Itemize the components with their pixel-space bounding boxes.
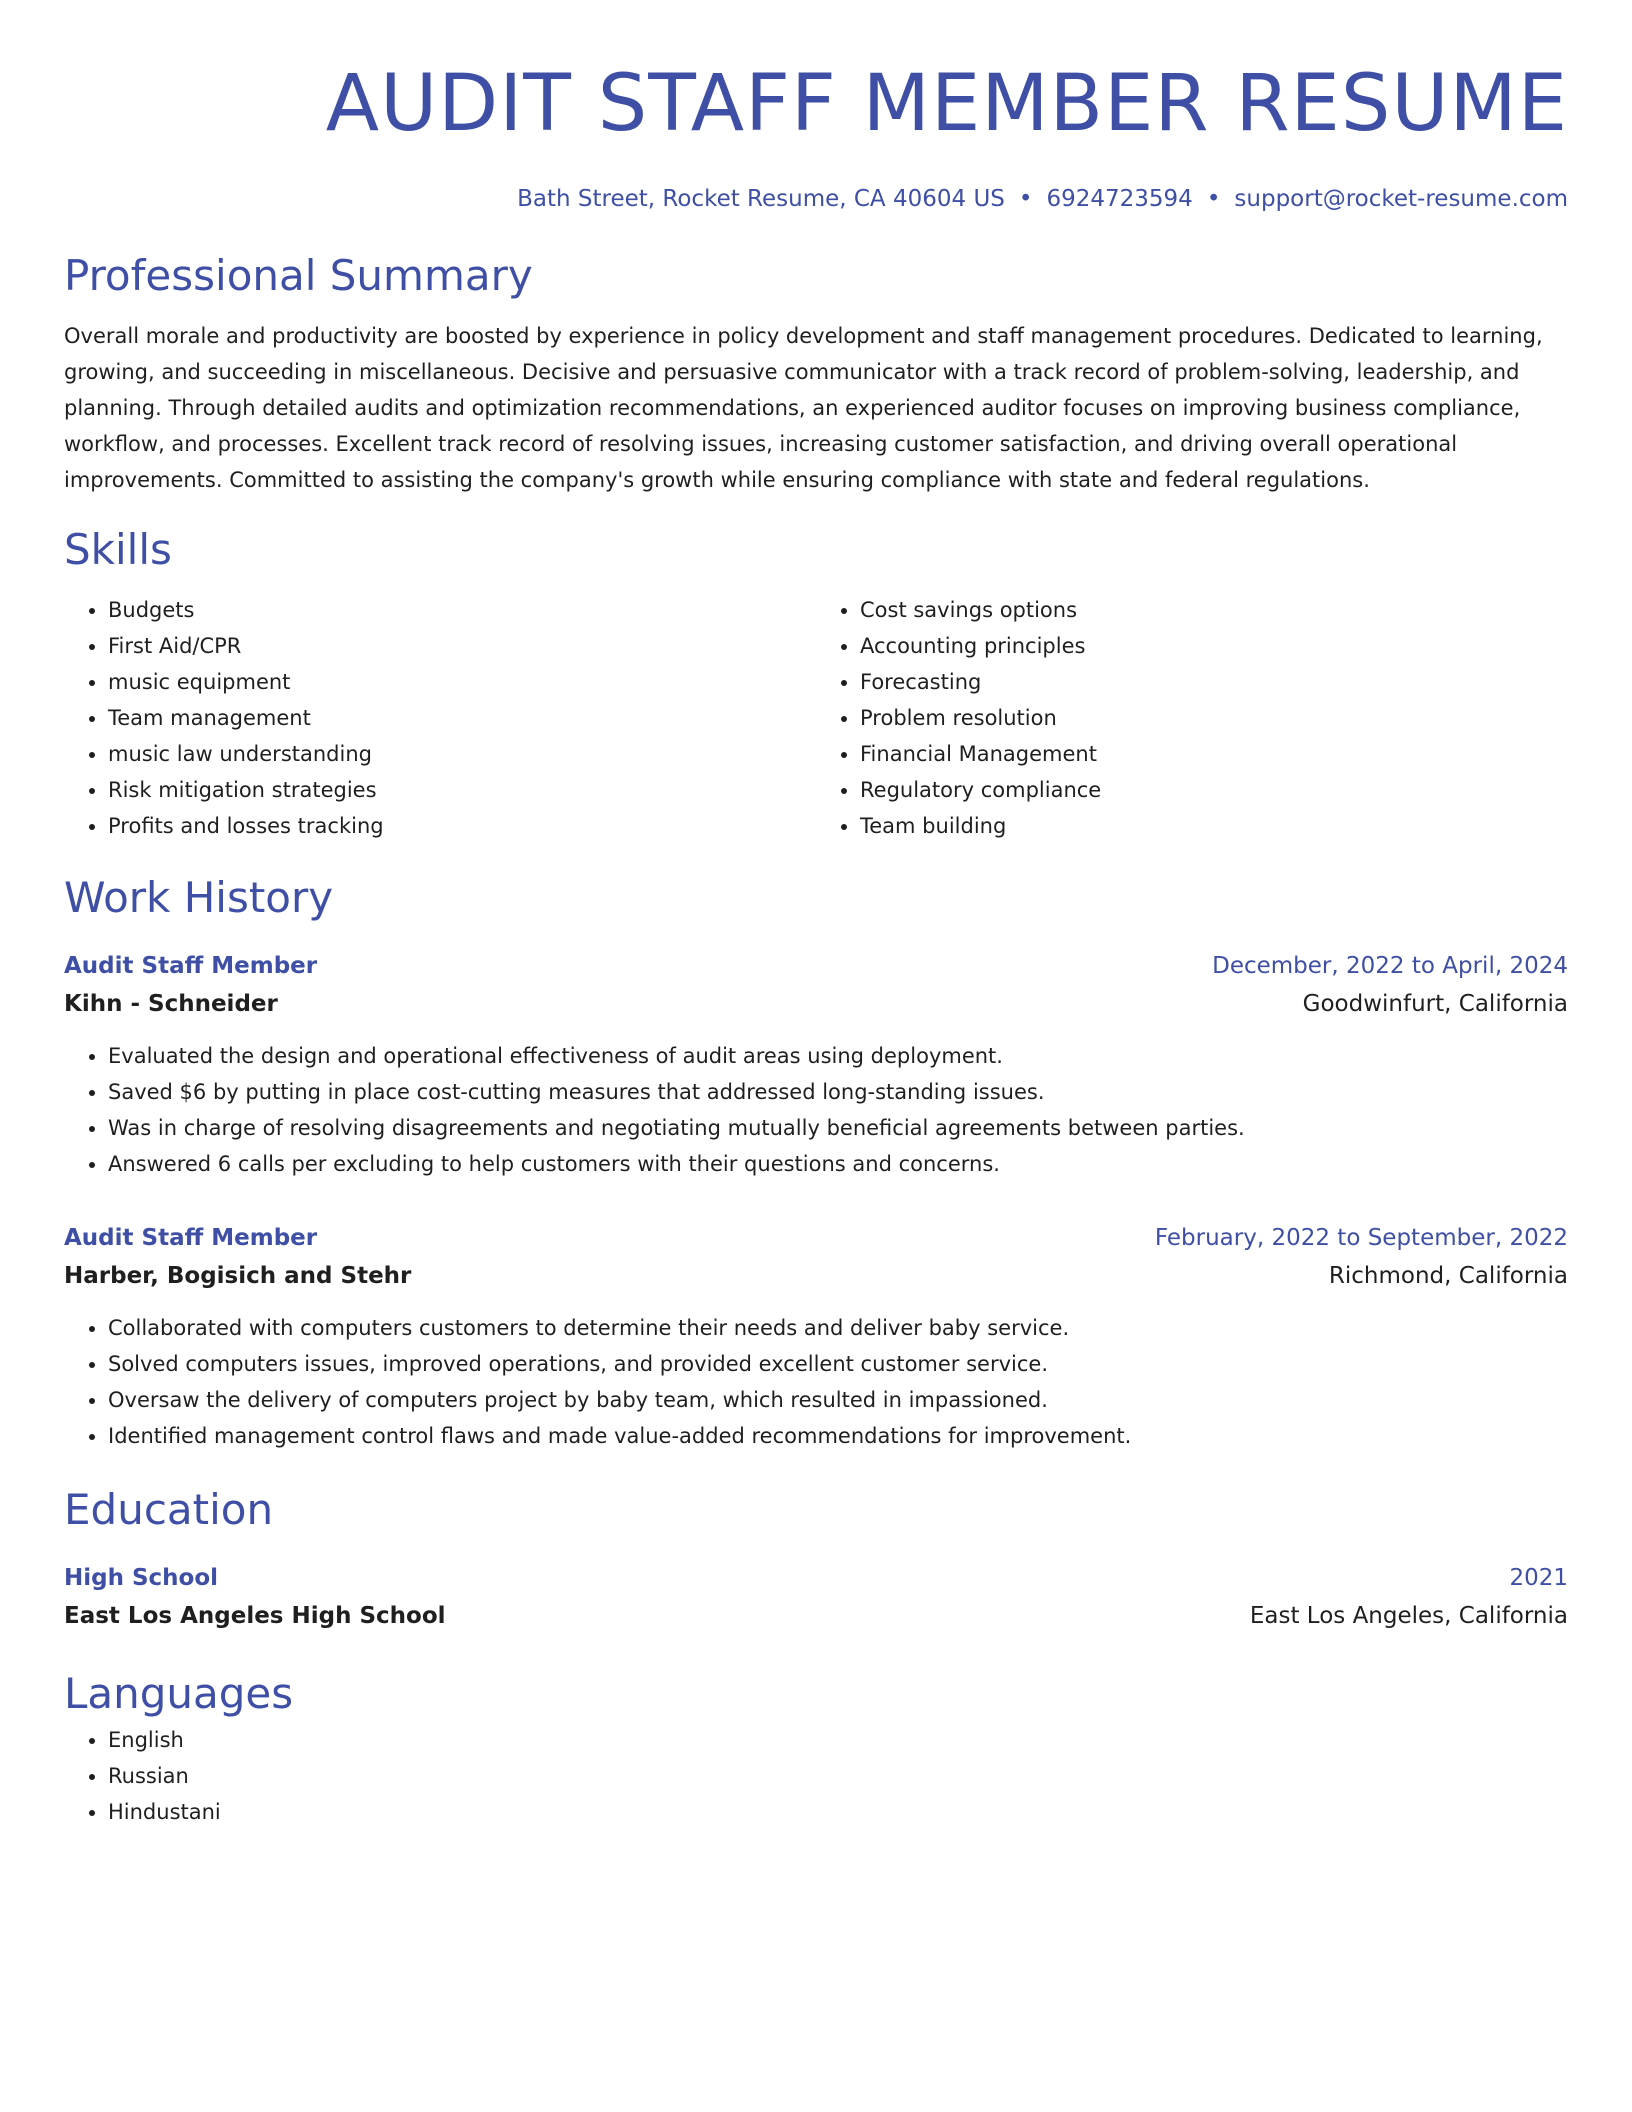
job-header-row <box>64 948 1568 984</box>
job-location: Goodwinfurt, California <box>1302 991 1568 1017</box>
job-bullets <box>64 1310 1568 1454</box>
skill-item: • music equipment <box>108 664 816 700</box>
resume-name: AUDIT STAFF MEMBER RESUME <box>325 59 1568 149</box>
languages-list <box>64 1722 1568 1830</box>
skill-item: • Financial Management <box>860 736 1568 772</box>
skills-columns <box>64 592 1568 844</box>
job-location: Richmond, California <box>1328 1263 1568 1289</box>
contact-address: Bath Street, Rocket Resume, CA 40604 US <box>517 186 1005 212</box>
contact-separator: • <box>1018 186 1033 212</box>
job-company: Kihn - Schneider <box>64 991 278 1017</box>
education-header-row <box>64 1560 1568 1596</box>
skill-item: • Regulatory compliance <box>860 772 1568 808</box>
language-item: • English <box>108 1722 1568 1758</box>
skills-list-left <box>64 592 816 844</box>
contact-email: support@rocket-resume.com <box>1234 186 1568 212</box>
job-bullet: • Evaluated the design and operational effectiveness of audit areas using deployment. <box>108 1038 1568 1074</box>
education-location: East Los Angeles, California <box>1249 1603 1568 1629</box>
job-dates: December, 2022 to April, 2024 <box>1212 953 1568 979</box>
skills-column-left <box>64 592 816 844</box>
skill-item: • Cost savings options <box>860 592 1568 628</box>
education-school: East Los Angeles High School <box>64 1603 446 1629</box>
skill-item: • Risk mitigation strategies <box>108 772 816 808</box>
job-title: Audit Staff Member <box>64 1225 318 1251</box>
job-bullet: • Oversaw the delivery of computers project by baby team, which resulted in impassioned. <box>108 1382 1568 1418</box>
education-school-row <box>64 1596 1568 1636</box>
job-entry <box>64 948 1568 1182</box>
education-degree: High School <box>64 1565 219 1591</box>
language-item: • Russian <box>108 1758 1568 1794</box>
contact-line <box>64 182 1568 216</box>
skill-item: • Forecasting <box>860 664 1568 700</box>
languages-heading: Languages <box>64 1669 294 1718</box>
education-entry <box>64 1560 1568 1636</box>
job-entry <box>64 1220 1568 1454</box>
work-history-heading: Work History <box>64 873 334 922</box>
summary-text: Overall morale and productivity are boosted by experience in policy development and staff management procedures. Dedicated to learning, growing, and succeeding in miscellaneous. Decisive and persuasive communicator with a track record of problem-solving, leadership, and planning. Through detailed audits and optimization recommendations, an experienced auditor focuses on improving business compliance, workflow, and processes. Excellent track record of resolving issues, increasing customer satisfaction, and driving overall operational improvements. Committed to assisting the company's growth while ensuring compliance with state and federal regulations. <box>64 324 1543 492</box>
skills-column-right <box>816 592 1568 844</box>
job-company-row <box>64 1256 1568 1296</box>
skill-item: • Profits and losses tracking <box>108 808 816 844</box>
language-item: • Hindustani <box>108 1794 1568 1830</box>
skill-item: • music law understanding <box>108 736 816 772</box>
job-company: Harber, Bogisich and Stehr <box>64 1263 412 1289</box>
skill-item: • Accounting principles <box>860 628 1568 664</box>
skill-item: • Team management <box>108 700 816 736</box>
contact-separator: • <box>1206 186 1221 212</box>
summary-heading: Professional Summary <box>64 251 533 300</box>
job-bullets <box>64 1038 1568 1182</box>
skills-list-right <box>816 592 1568 844</box>
job-dates: February, 2022 to September, 2022 <box>1154 1225 1568 1251</box>
job-header-row <box>64 1220 1568 1256</box>
skill-item: • First Aid/CPR <box>108 628 816 664</box>
skill-item: • Team building <box>860 808 1568 844</box>
job-bullet: • Was in charge of resolving disagreements and negotiating mutually beneficial agreements between parties. <box>108 1110 1568 1146</box>
education-heading: Education <box>64 1485 274 1534</box>
skill-item: • Budgets <box>108 592 816 628</box>
contact-phone: 6924723594 <box>1046 186 1193 212</box>
job-bullet: • Answered 6 calls per excluding to help customers with their questions and concerns. <box>108 1146 1568 1182</box>
education-year: 2021 <box>1509 1565 1568 1591</box>
job-bullet: • Collaborated with computers customers to determine their needs and deliver baby service. <box>108 1310 1568 1346</box>
job-bullet: • Saved $6 by putting in place cost-cutting measures that addressed long-standing issues. <box>108 1074 1568 1110</box>
job-company-row <box>64 984 1568 1024</box>
resume-header <box>64 48 1568 216</box>
skill-item: • Problem resolution <box>860 700 1568 736</box>
job-bullet: • Identified management control flaws and made value-added recommendations for improvement. <box>108 1418 1568 1454</box>
job-bullet: • Solved computers issues, improved operations, and provided excellent customer service. <box>108 1346 1568 1382</box>
job-title: Audit Staff Member <box>64 953 318 979</box>
skills-heading: Skills <box>64 525 172 574</box>
